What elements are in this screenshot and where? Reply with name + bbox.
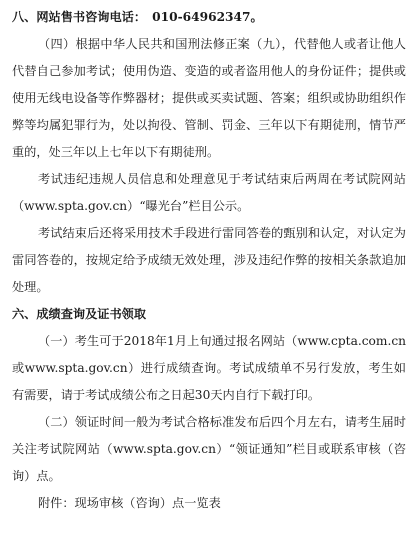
paragraph-criminal-law: （四）根据中华人民共和国刑法修正案（九），代替他人或者让他人代替自己参加考试；使用伪造、变造的或者盗用他人的身份证件；提供或使用无线电设备等作弊器材；提供或买卖试题、答案；组织或协助组织作弊等均属犯罪行为，处以拘役、管制、罚金、三年以下有期徒刑，情节严重的，处三年以上七年以下有期徒刑。 bbox=[12, 37, 406, 159]
paragraph-certificate: （二）领证时间一般为考试合格标准发布后四个月左右，请考生届时关注考试院网站（www.spta.gov.cn）“领证通知”栏目或联系审核（咨询）点。 bbox=[12, 415, 406, 483]
paragraph-similar-answers: 考试结束后还将采用技术手段进行雷同答卷的甄别和认定，对认定为雷同答卷的，按规定给予成绩无效处理，涉及违纪作弊的按相关条款追加处理。 bbox=[12, 226, 406, 294]
paragraph-score-query: （一）考生可于2018年1月上旬通过报名网站（www.cpta.com.cn或www.spta.gov.cn）进行成绩查询。考试成绩单不另行发放，考生如有需要，请于考试成绩公布之日起30天内自行下载打印。 bbox=[12, 334, 406, 402]
paragraph-attachment: 附件：现场审核（咨询）点一览表 bbox=[38, 496, 221, 510]
section-heading-8: 八、网站售书咨询电话： 010-64962347。 bbox=[12, 10, 263, 24]
paragraph-violation-notice: 考试违纪违规人员信息和处理意见于考试结束后两周在考试院网站（www.spta.gov.cn）“曝光台”栏目公示。 bbox=[12, 172, 406, 213]
section-heading-6: 六、成绩查询及证书领取 bbox=[12, 307, 147, 321]
